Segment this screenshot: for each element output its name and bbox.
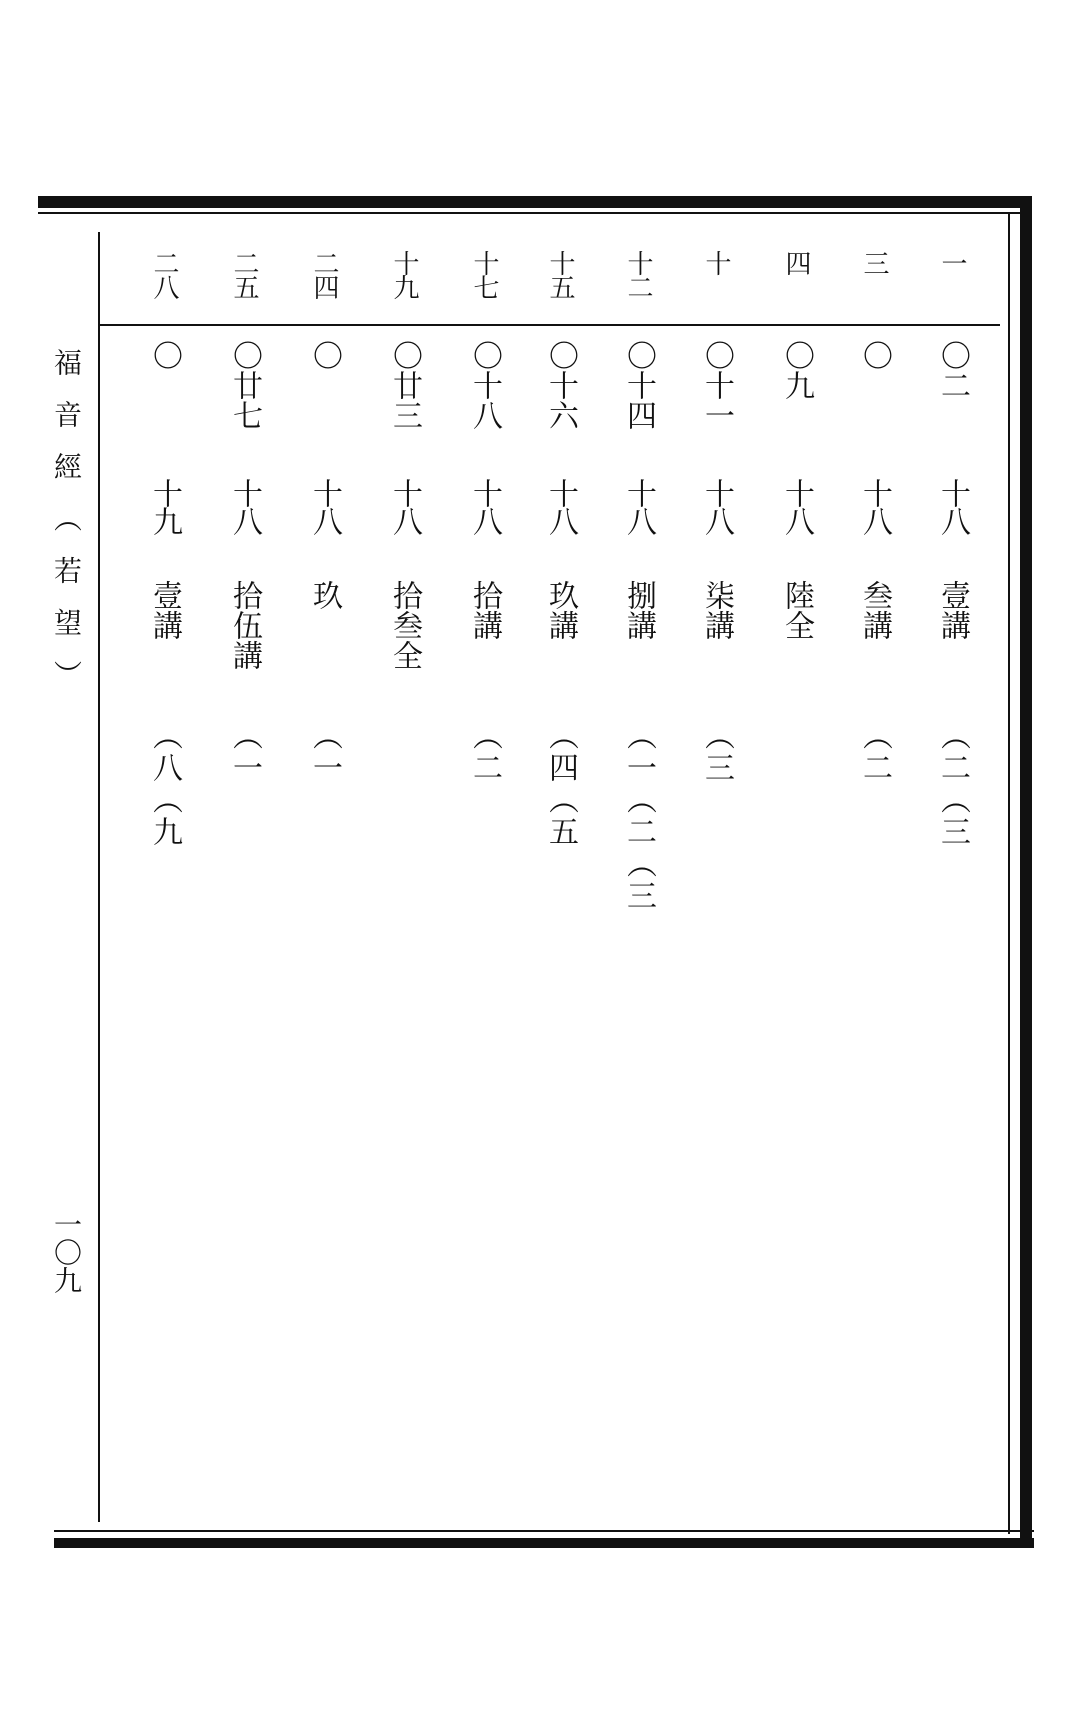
lecture-reference: 拾講 [467,580,502,640]
lecture-reference: 壹講 [935,580,970,640]
lecture-reference: 玖講 [543,580,578,640]
column-head-number: 十九 [389,250,419,298]
right-border-rule [1020,196,1032,1548]
chapter-reference: 〇九 [779,340,814,400]
chapter-reference: 〇 [147,340,182,370]
index-column [538,0,582,1520]
chapter-reference: 〇廿七 [227,340,262,430]
index-column [222,0,266,1520]
cross-references: （二（三 [935,720,970,848]
column-head-number: 十 [701,250,731,274]
verse-count: 十八 [543,478,578,534]
margin-book-title: 福音經（若望） [50,348,83,712]
index-column [302,0,346,1520]
verse-count: 十九 [147,478,182,534]
index-column [930,0,974,1520]
lecture-reference: 柒講 [699,580,734,640]
lecture-reference: 叁講 [857,580,892,640]
column-head-number: 三 [859,250,889,274]
verse-count: 十八 [227,478,262,534]
cross-references: （二 [857,720,892,784]
lecture-reference: 壹講 [147,580,182,640]
verse-count: 十八 [699,478,734,534]
column-head-number: 十二 [623,250,653,298]
index-column [694,0,738,1520]
index-column [382,0,426,1520]
chapter-reference: 〇十一 [699,340,734,430]
index-column [616,0,660,1520]
right-border-inner-rule [1008,212,1010,1534]
verse-count: 十八 [857,478,892,534]
chapter-reference: 〇十八 [467,340,502,430]
chapter-reference: 〇 [857,340,892,370]
lecture-reference: 拾伍講 [227,580,262,670]
column-head-number: 二四 [309,250,339,298]
verse-count: 十八 [467,478,502,534]
column-head-number: 一 [937,250,967,274]
lecture-reference: 玖 [307,580,342,610]
bottom-border-rule [54,1538,1034,1548]
index-column [774,0,818,1520]
lecture-reference: 陸全 [779,580,814,640]
chapter-reference: 〇 [307,340,342,370]
cross-references: （四（五 [543,720,578,848]
cross-references: （八（九 [147,720,182,848]
cross-references: （一 [227,720,262,784]
column-head-number: 十七 [469,250,499,298]
cross-references: （二 [467,720,502,784]
verse-count: 十八 [621,478,656,534]
chapter-reference: 〇十四 [621,340,656,430]
cross-references: （三 [699,720,734,784]
bottom-border-inner-rule [54,1530,1034,1532]
left-inner-border [98,232,100,1522]
verse-count: 十八 [307,478,342,534]
index-column [462,0,506,1520]
verse-count: 十八 [779,478,814,534]
chapter-reference: 〇廿三 [387,340,422,430]
chapter-reference: 〇二 [935,340,970,400]
column-head-number: 十五 [545,250,575,298]
index-column [852,0,896,1520]
lecture-reference: 捌講 [621,580,656,640]
column-head-number: 二八 [149,250,179,298]
column-head-number: 四 [781,250,811,274]
chapter-reference: 〇十六 [543,340,578,430]
index-column [142,0,186,1520]
cross-references: （一 [307,720,342,784]
page-number: 一〇九 [50,1210,83,1294]
verse-count: 十八 [935,478,970,534]
column-head-number: 二五 [229,250,259,298]
verse-count: 十八 [387,478,422,534]
lecture-reference: 拾叁全 [387,580,422,670]
cross-references: （一（二（三 [621,720,656,912]
